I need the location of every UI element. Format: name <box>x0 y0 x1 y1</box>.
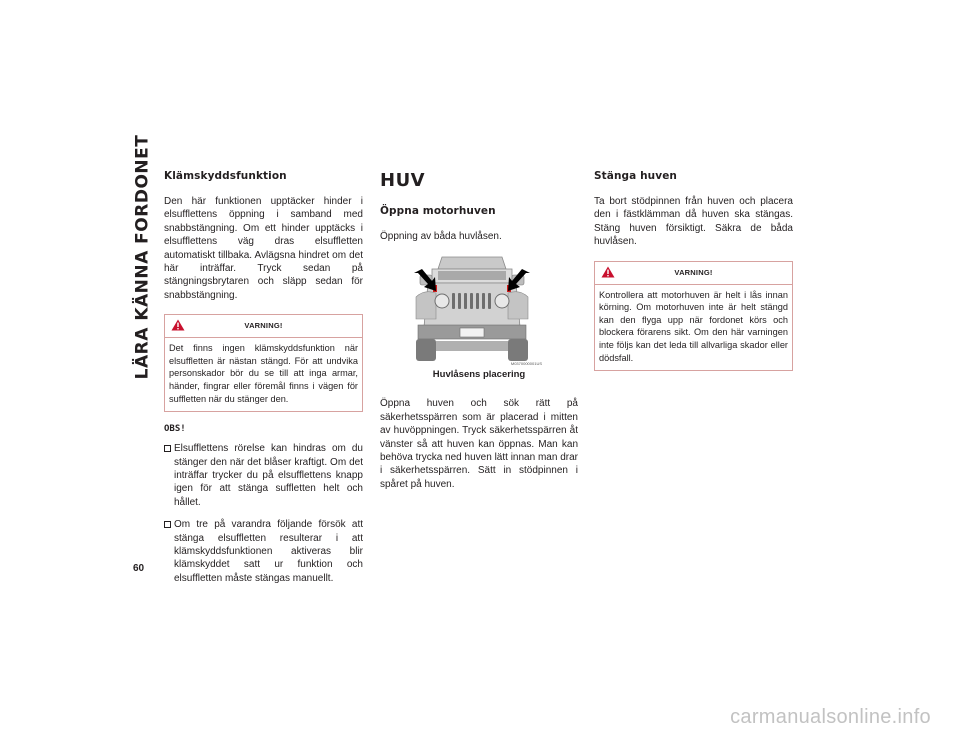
column-right <box>594 170 793 383</box>
list-item <box>164 442 363 509</box>
figure-caption: Huvlåsens placering <box>432 369 526 381</box>
heading-huv: HUV <box>380 170 426 191</box>
warning-label: VARNING! <box>674 267 713 277</box>
warning-header <box>165 315 362 338</box>
column-middle <box>380 170 578 503</box>
section-tab <box>128 134 156 380</box>
warning-box <box>164 314 363 412</box>
list-item-text: Elsufflettens rörelse kan hindras om du stänger den när det blåser kraftigt. Om det inträffar trycker du på elsufflettens knapp igen för att stänga suffletten helt och hållet. <box>174 443 363 508</box>
column-left <box>164 170 363 594</box>
section-tab-label: LÄRA KÄNNA FORDONET <box>132 134 153 380</box>
warning-text: Kontrollera att motorhuven är helt i lås innan körning. Om motorhuven inte är helt stängd kan den flyga upp när fordonet körs och blockera förarens sikt. Om den här varningen inte följs kan det leda till allvarliga skador eller dödsfall. <box>599 289 788 363</box>
paragraph-klamskydd: Den här funktionen upptäcker hinder i elsufflettens öppning i samband med snabbstängning. Om ett hinder upptäcks i elsufflettens väg dras elsuffletten automatiskt tillbaka. Avlägsna hindret om det här inträffar. Tryck sedan på stängningsbrytaren och släpp sedan för snabbstängning. <box>164 196 363 301</box>
heading-stanga-huven: Stänga huven <box>594 170 677 182</box>
heading-oppna-motorhuven: Öppna motorhuven <box>380 205 496 217</box>
figure-code: M0370000001US <box>510 361 542 367</box>
warning-box <box>594 261 793 372</box>
warning-text: Det finns ingen klämskyddsfunktion när elsuffletten är nästan stängd. För att undvika personskador bör du se till att inga armar, händer, fingrar eller föremål finns i vägen för suffletten när du stänger den. <box>169 343 358 404</box>
paragraph-stanga: Ta bort stödpinnen från huven och placera den i fästklämman då huven ska stängas. Stäng huven försiktigt. Säkra de båda huvlåsen. <box>594 196 793 248</box>
watermark[interactable]: carmanualsonline.info <box>730 706 931 728</box>
warning-label: VARNING! <box>244 321 283 331</box>
page-number: 60 <box>133 563 145 574</box>
hood-latch-figure <box>402 249 542 369</box>
warning-header <box>595 262 792 285</box>
checkbox-bullet-icon <box>164 521 171 528</box>
list-item <box>164 518 363 585</box>
jeep-front-illustration <box>402 249 542 369</box>
checkbox-bullet-icon <box>164 445 171 452</box>
paragraph-intro: Öppning av båda huvlåsen. <box>380 231 502 242</box>
paragraph-oppna: Öppna huven och sök rätt på säkerhetsspärren som är placerad i mitten av huvöppningen. Tryck säkerhetsspärren åt vänster så att huven kan öppnas. Man kan behöva trycka ned huven lätt innan man drar i säkerhetsspärren. Sätt in stödpinnen i spåret på huven. <box>380 398 578 490</box>
obs-list <box>164 442 363 585</box>
list-item-text: Om tre på varandra följande försök att stänga elsuffletten resulterar i att klämskyddsfunktionen aktiveras blir klämskyddet satt ur funktion och elsuffletten måste stängas manuellt. <box>174 519 363 584</box>
heading-klamskydd: Klämskyddsfunktion <box>164 170 287 182</box>
obs-label: OBS! <box>164 424 186 435</box>
